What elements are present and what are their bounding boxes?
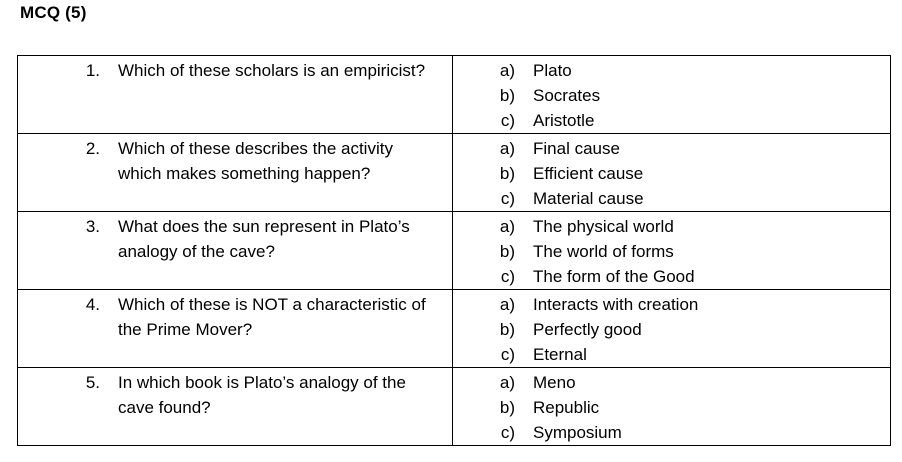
question-row — [18, 134, 891, 212]
option-item — [453, 214, 890, 239]
question-cell — [18, 290, 453, 368]
question-number: 2. — [85, 139, 100, 158]
question-number: 5. — [85, 373, 100, 392]
question-number: 3. — [85, 217, 100, 236]
question-row — [18, 56, 891, 134]
option-letter: b) — [499, 320, 515, 339]
option-text: Socrates — [533, 86, 601, 105]
question-row — [18, 290, 891, 368]
option-item — [453, 342, 890, 367]
option-text: Final cause — [533, 139, 620, 158]
option-letter: b) — [499, 398, 515, 417]
option-letter: a) — [499, 295, 515, 314]
option-text: Republic — [533, 398, 600, 417]
question-cell — [18, 368, 453, 446]
options-cell — [453, 212, 891, 290]
options-cell — [453, 368, 891, 446]
option-letter: c) — [500, 345, 515, 364]
options-cell — [453, 134, 891, 212]
option-letter: a) — [499, 373, 515, 392]
option-item — [453, 395, 890, 420]
option-letter: b) — [499, 164, 515, 183]
option-item — [453, 264, 890, 289]
option-text: Meno — [533, 373, 576, 392]
option-text: The physical world — [533, 217, 674, 236]
option-item — [453, 186, 890, 211]
mcq-table — [17, 55, 891, 446]
option-letter: c) — [500, 189, 515, 208]
option-text: Aristotle — [533, 111, 595, 130]
option-text: Perfectly good — [533, 320, 642, 339]
option-item — [453, 292, 890, 317]
options-cell — [453, 56, 891, 134]
option-item — [453, 317, 890, 342]
option-letter: c) — [500, 111, 515, 130]
option-letter: b) — [499, 242, 515, 261]
option-text: Efficient cause — [533, 164, 644, 183]
option-text: Plato — [533, 61, 572, 80]
option-item — [453, 58, 890, 83]
question-number: 1. — [85, 61, 100, 80]
question-row — [18, 368, 891, 446]
question-cell — [18, 212, 453, 290]
option-letter: c) — [500, 423, 515, 442]
option-item — [453, 83, 890, 108]
question-text: Which of these is NOT a characteristic of the Prime Mover? — [118, 295, 426, 339]
option-item — [453, 136, 890, 161]
question-text: In which book is Plato’s analogy of the cave found? — [118, 373, 406, 417]
option-text: Interacts with creation — [533, 295, 699, 314]
option-text: The form of the Good — [533, 267, 695, 286]
question-row — [18, 212, 891, 290]
option-text: Eternal — [533, 345, 587, 364]
question-text: Which of these scholars is an empiricist? — [118, 61, 426, 80]
option-item — [453, 161, 890, 186]
option-text: Material cause — [533, 189, 644, 208]
option-text: The world of forms — [533, 242, 674, 261]
option-letter: a) — [499, 139, 515, 158]
options-cell — [453, 290, 891, 368]
option-item — [453, 239, 890, 264]
question-number: 4. — [85, 295, 100, 314]
page-title: MCQ (5) — [20, 3, 87, 22]
option-item — [453, 370, 890, 395]
question-cell — [18, 56, 453, 134]
option-letter: a) — [499, 61, 515, 80]
question-cell — [18, 134, 453, 212]
question-text: What does the sun represent in Plato’s analogy of the cave? — [118, 217, 410, 261]
option-text: Symposium — [533, 423, 622, 442]
option-item — [453, 108, 890, 133]
option-letter: c) — [500, 267, 515, 286]
option-letter: a) — [499, 217, 515, 236]
option-letter: b) — [499, 86, 515, 105]
option-item — [453, 420, 890, 445]
question-text: Which of these describes the activity which makes something happen? — [118, 139, 393, 183]
